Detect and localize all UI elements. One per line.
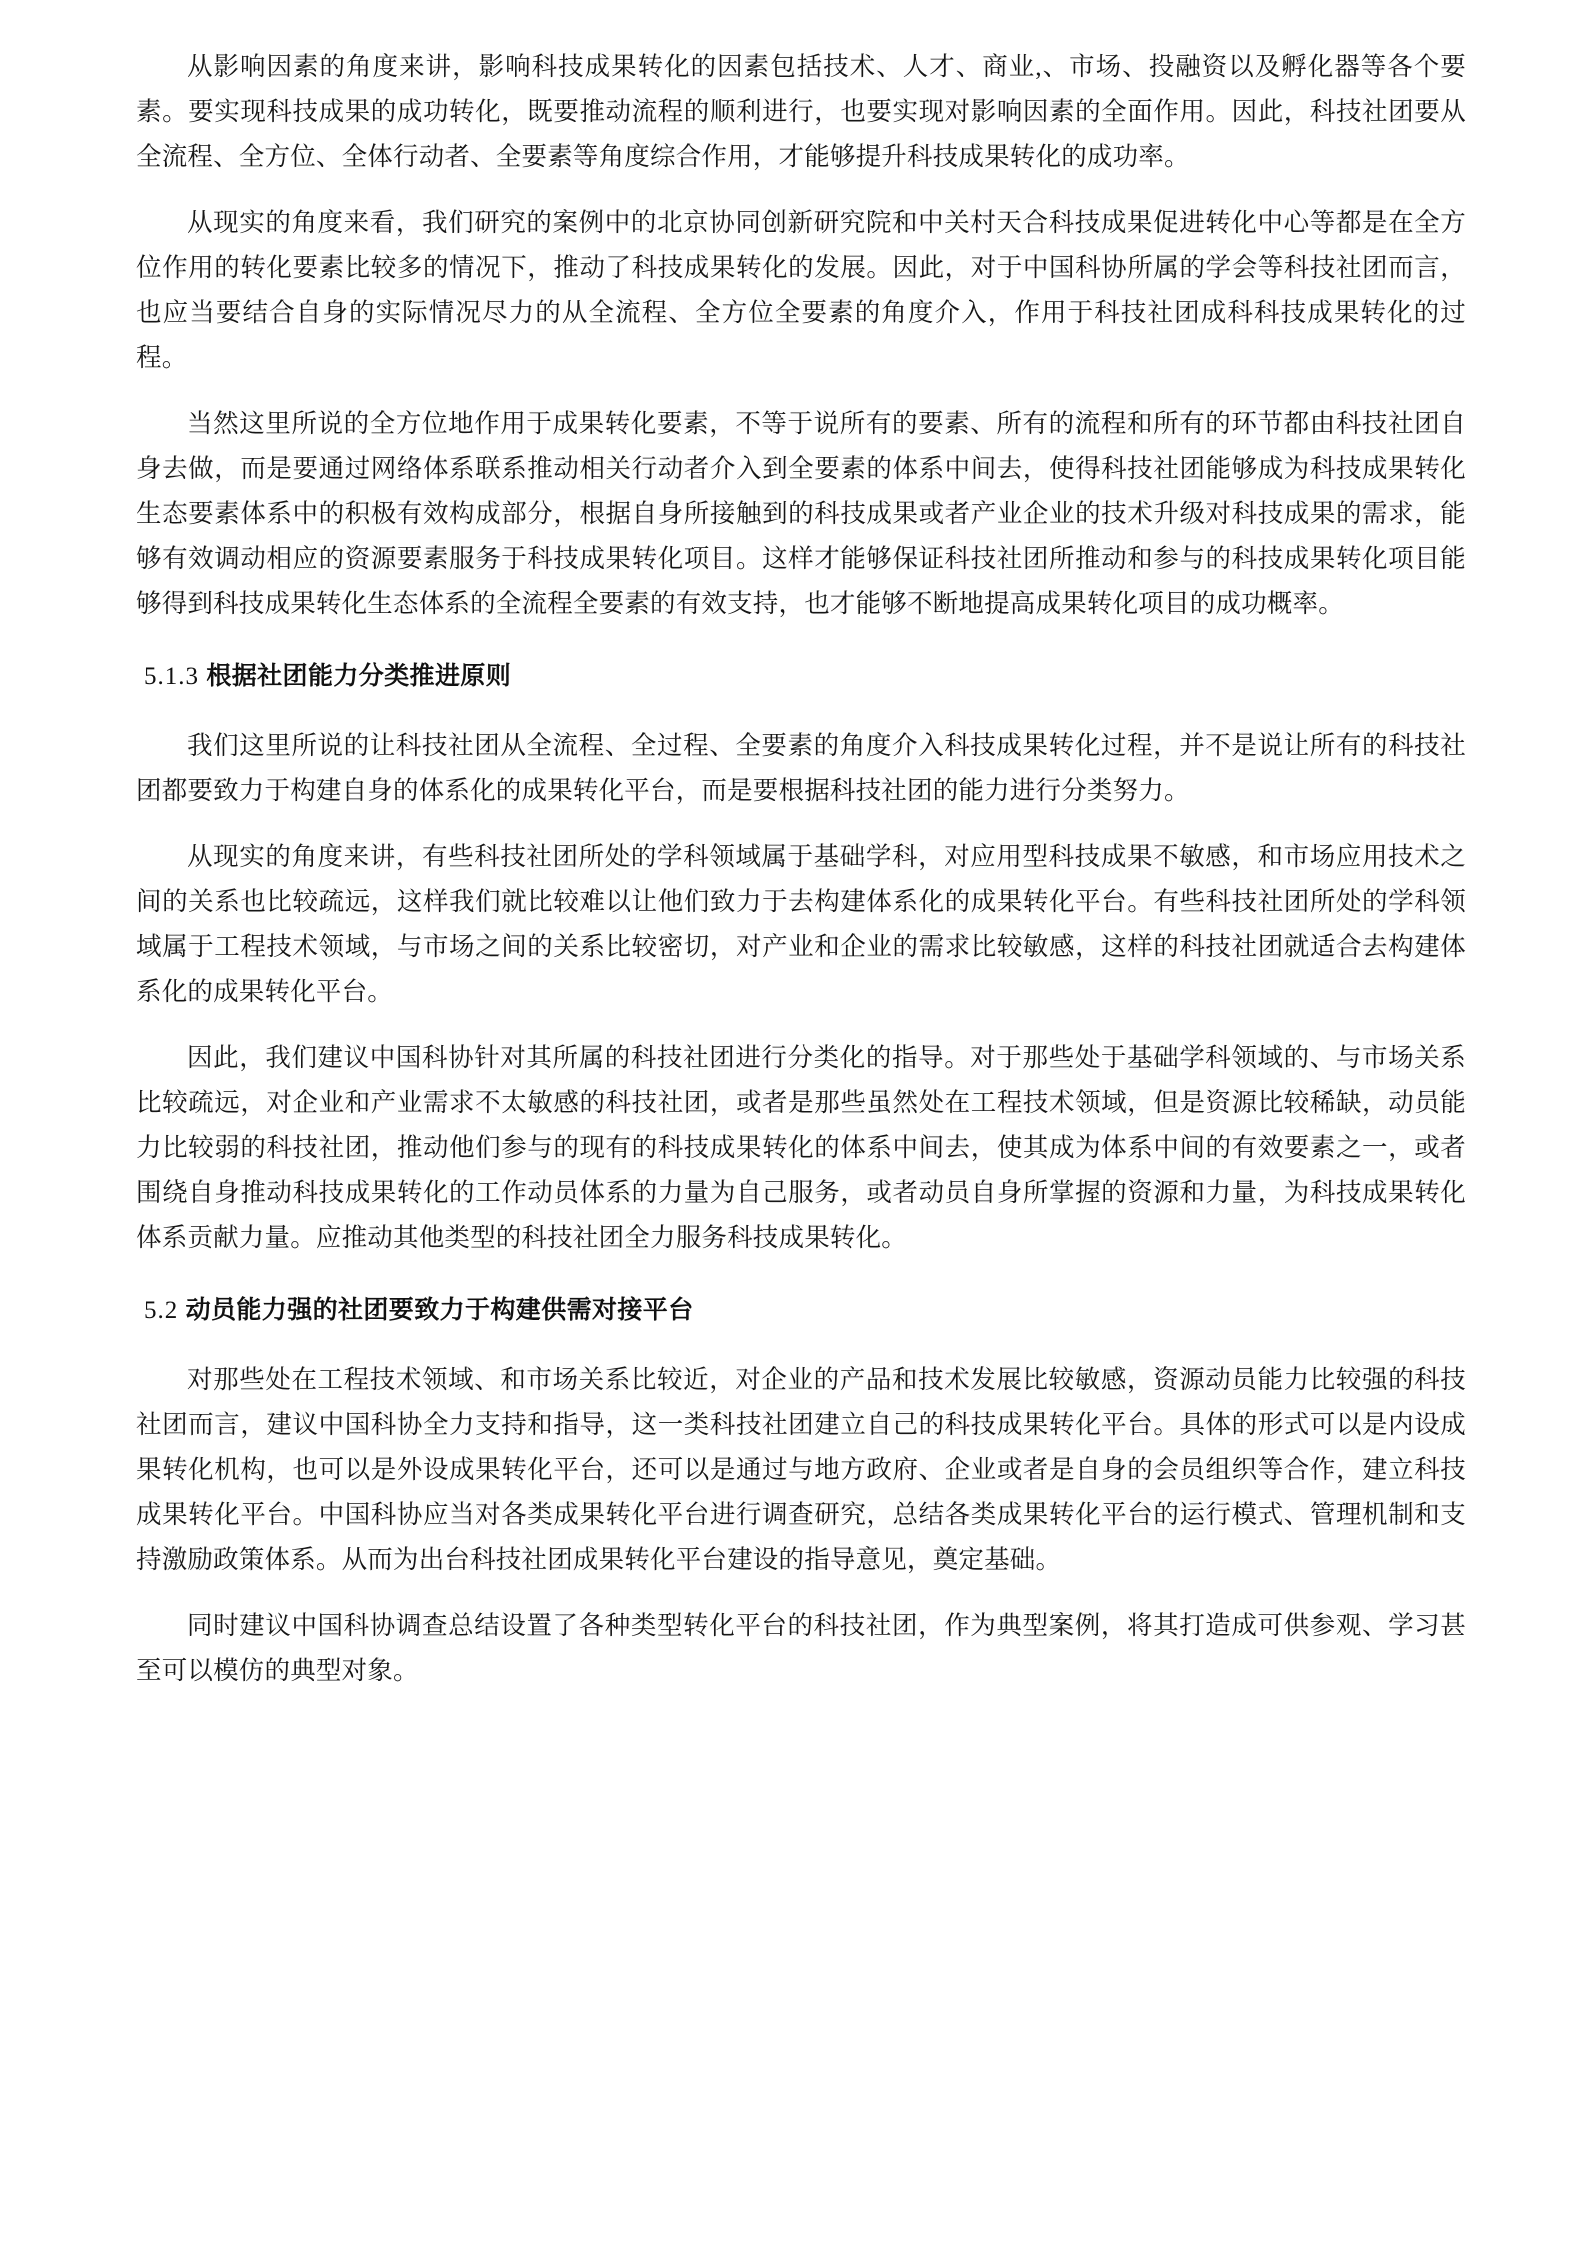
paragraph-all-round-elements: 当然这里所说的全方位地作用于成果转化要素，不等于说所有的要素、所有的流程和所有的环节都由科技社团自身去做，而是要通过网络体系联系推动相关行动者介入到全要素的体系中间去，使得科技社团能够成为科技成果转化生态要素体系中的积极有效构成部分，根据自身所接触到的科技成果或者产业企业的技术升级对科技成果的需求，能够有效调动相应的资源要素服务于科技成果转化项目。这样才能够保证科技社团所推动和参与的科技成果转化项目能够得到科技成果转化生态体系的全流程全要素的有效支持，也才能够不断地提高成果转化项目的成功概率。: [136, 409, 1466, 618]
section-heading-5-2-number: 5.2: [144, 1297, 179, 1324]
paragraph-real-world-cases: 从现实的角度来看，我们研究的案例中的北京协同创新研究院和中关村天合科技成果促进转化中心等都是在全方位作用的转化要素比较多的情况下，推动了科技成果转化的发展。因此，对于中国科协所属的学会等科技社团而言，也应当要结合自身的实际情况尽力的从全流程、全方位全要素的角度介入，作用于科技社团成科科技成果转化的过程。: [136, 208, 1466, 372]
section-heading-5-1-3-number: 5.1.3: [144, 663, 199, 690]
paragraph-classified-effort: 我们这里所说的让科技社团从全流程、全过程、全要素的角度介入科技成果转化过程，并不是说让所有的科技社团都要致力于构建自身的体系化的成果转化平台，而是要根据科技社团的能力进行分类努力。: [136, 731, 1466, 805]
section-heading-5-2-title: 动员能力强的社团要致力于构建供需对接平台: [185, 1296, 694, 1324]
document-body: [136, 44, 1466, 1693]
section-heading-5-1-3-title: 根据社团能力分类推进原则: [206, 662, 512, 690]
paragraph-typical-cases: 同时建议中国科协调查总结设置了各种类型转化平台的科技社团，作为典型案例，将其打造成可供参观、学习甚至可以模仿的典型对象。: [136, 1611, 1466, 1685]
paragraph-influencing-factors: 从影响因素的角度来讲，影响科技成果转化的因素包括技术、人才、商业,、市场、投融资以及孵化器等各个要素。要实现科技成果的成功转化，既要推动流程的顺利进行，也要实现对影响因素的全面作用。因此，科技社团要从全流程、全方位、全体行动者、全要素等角度综合作用，才能够提升科技成果转化的成功率。: [136, 52, 1466, 171]
section-heading-5-2: [136, 1290, 1466, 1331]
paragraph-platform-forms: 对那些处在工程技术领域、和市场关系比较近，对企业的产品和技术发展比较敏感，资源动员能力比较强的科技社团而言，建议中国科协全力支持和指导，这一类科技社团建立自己的科技成果转化平台。具体的形式可以是内设成果转化机构，也可以是外设成果转化平台，还可以是通过与地方政府、企业或者是自身的会员组织等合作，建立科技成果转化平台。中国科协应当对各类成果转化平台进行调查研究，总结各类成果转化平台的运行模式、管理机制和支持激励政策体系。从而为出台科技社团成果转化平台建设的指导意见，奠定基础。: [136, 1365, 1466, 1574]
paragraph-discipline-fields: 从现实的角度来讲，有些科技社团所处的学科领域属于基础学科，对应用型科技成果不敏感，和市场应用技术之间的关系也比较疏远，这样我们就比较难以让他们致力于去构建体系化的成果转化平台。有些科技社团所处的学科领域属于工程技术领域，与市场之间的关系比较密切，对产业和企业的需求比较敏感，这样的科技社团就适合去构建体系化的成果转化平台。: [136, 842, 1466, 1006]
paragraph-cast-guidance-recommendation: 因此，我们建议中国科协针对其所属的科技社团进行分类化的指导。对于那些处于基础学科领域的、与市场关系比较疏远，对企业和产业需求不太敏感的科技社团，或者是那些虽然处在工程技术领域，但是资源比较稀缺，动员能力比较弱的科技社团，推动他们参与的现有的科技成果转化的体系中间去，使其成为体系中间的有效要素之一，或者围绕自身推动科技成果转化的工作动员体系的力量为自己服务，或者动员自身所掌握的资源和力量，为科技成果转化体系贡献力量。应推动其他类型的科技社团全力服务科技成果转化。: [136, 1043, 1466, 1252]
section-heading-5-1-3: [136, 656, 1466, 697]
